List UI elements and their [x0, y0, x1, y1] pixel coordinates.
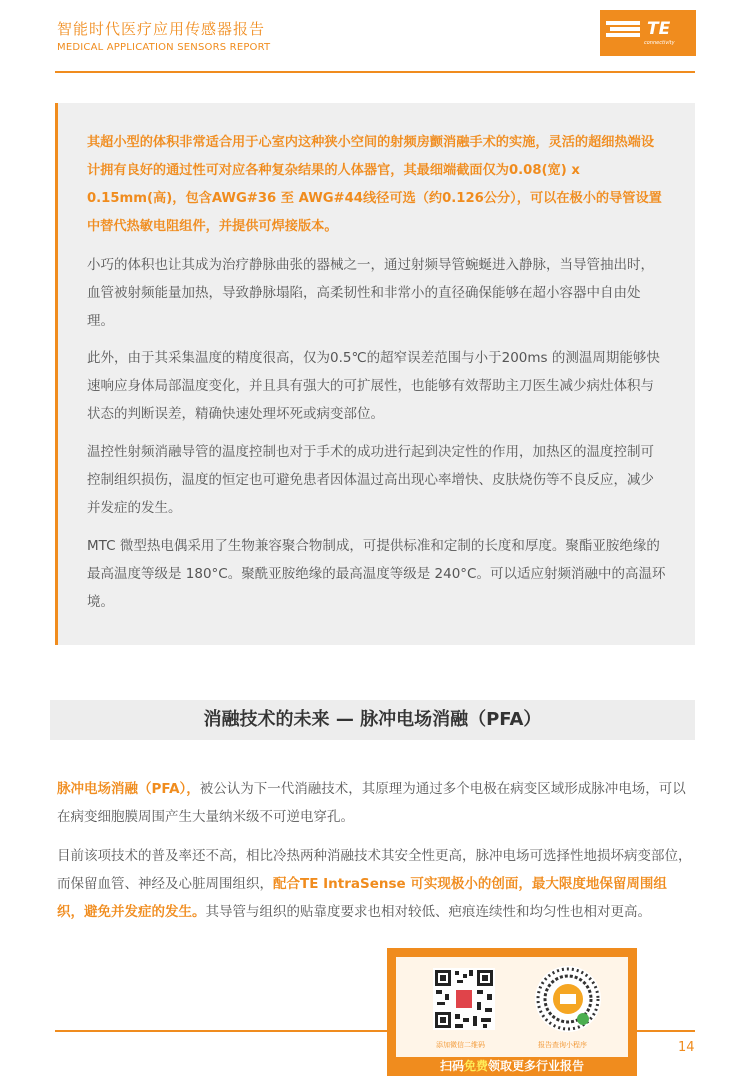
wechat-qr-code[interactable] [433, 968, 495, 1030]
callout-paragraph-2: 此外，由于其采集温度的精度很高，仅为0.5℃的超窄误差范围与小于200ms 的测温周期能够快速响应身体局部温度变化，并且具有强大的可扩展性，也能够有效帮助主刀医生减少病灶体积与状态的判断误差，精确快速处理坏死或病变部位。 [87, 350, 660, 422]
label-wechat: 添加微信二维码 [436, 1041, 485, 1049]
callout-paragraph-1: 小巧的体积也让其成为治疗静脉曲张的器械之一，通过射频导管蜿蜒进入静脉，当导管抽出时，血管被射频能量加热，导致静脉塌陷，高柔韧性和非常小的直径确保能够在超小容器中自由处理。 [87, 257, 654, 329]
header-subtitle: MEDICAL APPLICATION SENSORS REPORT [57, 42, 271, 53]
te-logo [600, 10, 696, 56]
section-band [50, 700, 695, 740]
page-number: 14 [678, 1040, 695, 1055]
promo-banner[interactable] [387, 948, 637, 1076]
pfa-status: 目前该项技术的普及率还不高，相比冷热两种消融技术其安全性更高，脉冲电场可选择性地损坏病变部位，而保留血管、神经及心脏周围组织， [57, 848, 692, 892]
callout-highlight: 其超小型的体积非常适合用于心室内这种狭小空间的射频房颤消融手术的实施，灵活的超细热端设计拥有良好的通过性可对应各种复杂结果的人体器官，其最细端截面仅为0.08(宽) x 0.15mm(高)，包含AWG#36 至 AWG#44线径可选（约0.126公分），可以在极小的导管设置中替代热敏电阻组件，并提供可焊接版本。 [87, 135, 662, 234]
mini-program-code[interactable] [535, 966, 601, 1032]
header-divider [55, 71, 695, 73]
pfa-description: 被公认为下一代消融技术，其原理为通过多个电极在病变区域形成脉冲电场，可以在病变细胞膜周围产生大量纳米级不可逆电穿孔。 [57, 781, 686, 825]
callout-accent-bar [55, 103, 58, 645]
cta-free: 免费 [463, 1059, 488, 1073]
cta-scan: 扫码 [439, 1059, 464, 1073]
body-paragraph-1 [57, 775, 692, 831]
qr-badge-icon [456, 990, 472, 1008]
callout-paragraph-3: 温控性射频消融导管的温度控制也对于手术的成功进行起到决定性的作用，加热区的温度控制可控制组织损伤，温度的恒定也可避免患者因体温过高出现心率增快、皮肤烧伤等不良反应，减少并发症的发生。 [87, 444, 654, 516]
header-title: 智能时代医疗应用传感器报告 [57, 20, 266, 38]
te-logo-icon [606, 18, 644, 40]
promo-cta[interactable] [387, 1057, 637, 1075]
label-mini-program: 报告查询小程序 [538, 1041, 587, 1049]
callout-box [55, 103, 695, 645]
logo-text: TE [647, 19, 671, 39]
logo-subtext: connectivity [644, 40, 675, 46]
promo-panel [396, 957, 628, 1057]
pfa-lead: 脉冲电场消融（PFA）， [57, 781, 200, 797]
cta-more: 领取更多行业报告 [488, 1059, 585, 1073]
mini-program-pattern-icon [535, 966, 601, 1032]
intrasense-highlight: 配合TE IntraSense 可实现极小的创面，最大限度地保留周围组织，避免并发症的发生。 [57, 876, 667, 920]
callout-paragraph-4: MTC 微型热电偶采用了生物兼容聚合物制成，可提供标准和定制的长度和厚度。聚酯亚胺绝缘的最高温度等级是 180°C。聚酰亚胺绝缘的最高温度等级是 240°C。可以适应射频消融中的高温环境。 [87, 538, 666, 610]
pfa-advantages: 其导管与组织的贴靠度要求也相对较低、疤痕连续性和均匀性也相对更高。 [205, 904, 651, 920]
section-title: 消融技术的未来 — 脉冲电场消融（PFA） [203, 709, 542, 730]
body-paragraph-2 [57, 842, 692, 926]
